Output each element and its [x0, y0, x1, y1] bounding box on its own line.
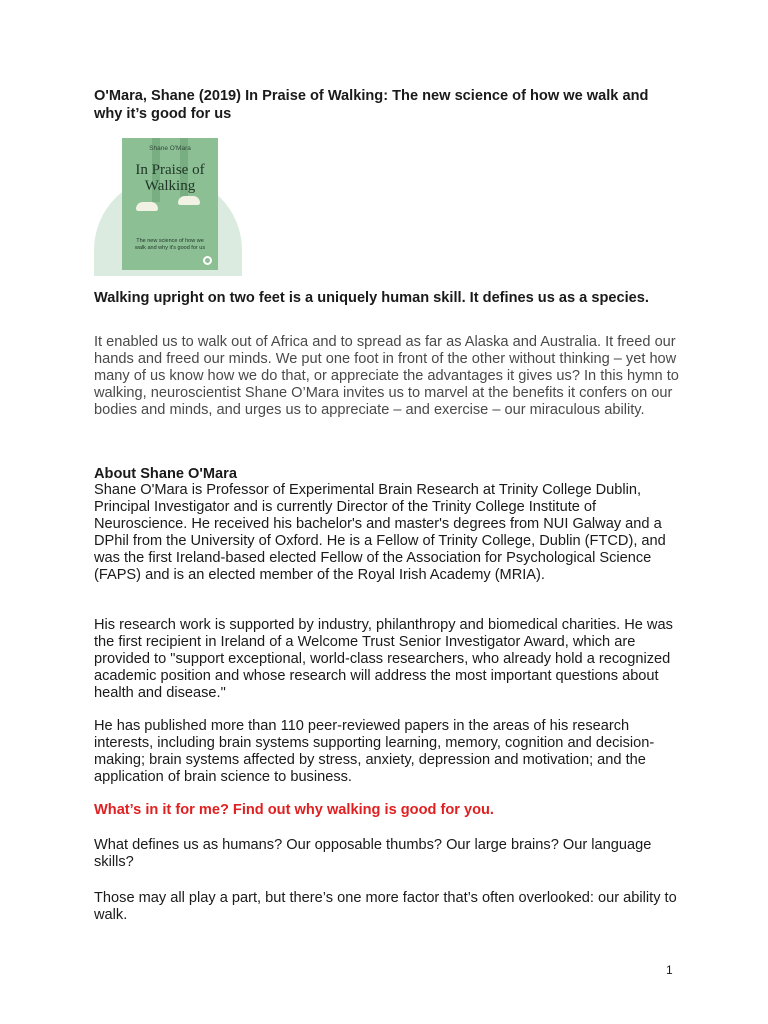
cover-author: Shane O'Mara — [149, 145, 191, 152]
book-cover — [122, 138, 218, 270]
page-number: 1 — [666, 963, 673, 977]
intro-paragraph: It enabled us to walk out of Africa and to spread as far as Alaska and Australia. It freed our hands and freed our minds. We put one foot in front of the other without thinking – yet how many of us know how we do that, or appreciate the advantages it gives us? In this hymn to walking, neuroscientist Shane O’Mara invites us to marvel at the benefits it confers on our bodies and minds, and urges us to appreciate – and exercise – our miraculous ability. — [94, 334, 679, 418]
publisher-logo-icon — [203, 256, 212, 265]
about-paragraph-2: His research work is supported by industry, philanthropy and biomedical charities. He was the first recipient in Ireland of a Welcome Trust Senior Investigator Award, which are provided to "support exceptional, world-class researchers, who already hold a recognized academic position and whose research will address the most important questions about health and disease." — [94, 617, 673, 701]
body-paragraph-2: Those may all play a part, but there’s one more factor that’s often overlooked: our ability to walk. — [94, 890, 677, 923]
shoe-icon — [136, 202, 158, 211]
body-paragraph-1: What defines us as humans? Our opposable thumbs? Our large brains? Our language skills? — [94, 837, 652, 870]
shoe-icon — [178, 196, 200, 205]
intro-heading: Walking upright on two feet is a uniquely human skill. It defines us as a species. — [94, 290, 649, 306]
cover-title: In Praise of Walking — [135, 162, 205, 194]
highlight-heading: What’s in it for me? Find out why walking is good for you. — [94, 802, 494, 818]
book-cover-image — [94, 136, 244, 278]
document-title: O'Mara, Shane (2019) In Praise of Walking: The new science of how we walk and why it’s good for us — [94, 88, 649, 122]
about-heading: About Shane O'Mara — [94, 466, 237, 482]
about-paragraph-1: Shane O'Mara is Professor of Experimental Brain Research at Trinity College Dublin, Principal Investigator and is currently Director of the Trinity College Institute of Neuroscience. He received his bachelor's and master's degrees from NUI Galway and a DPhil from the University of Oxford. He is a Fellow of Trinity College, Dublin (FTCD), and was the first Ireland-based elected Fellow of the Association for Psychological Science (FAPS) and is an elected member of the Royal Irish Academy (MRIA). — [94, 482, 666, 583]
cover-subtitle: The new science of how we walk and why it's good for us — [134, 238, 206, 251]
about-paragraph-3: He has published more than 110 peer-reviewed papers in the areas of his research interests, including brain systems supporting learning, memory, cognition and decision-making; brain systems affected by stress, anxiety, depression and motivation; and the application of brain science to business. — [94, 718, 655, 785]
